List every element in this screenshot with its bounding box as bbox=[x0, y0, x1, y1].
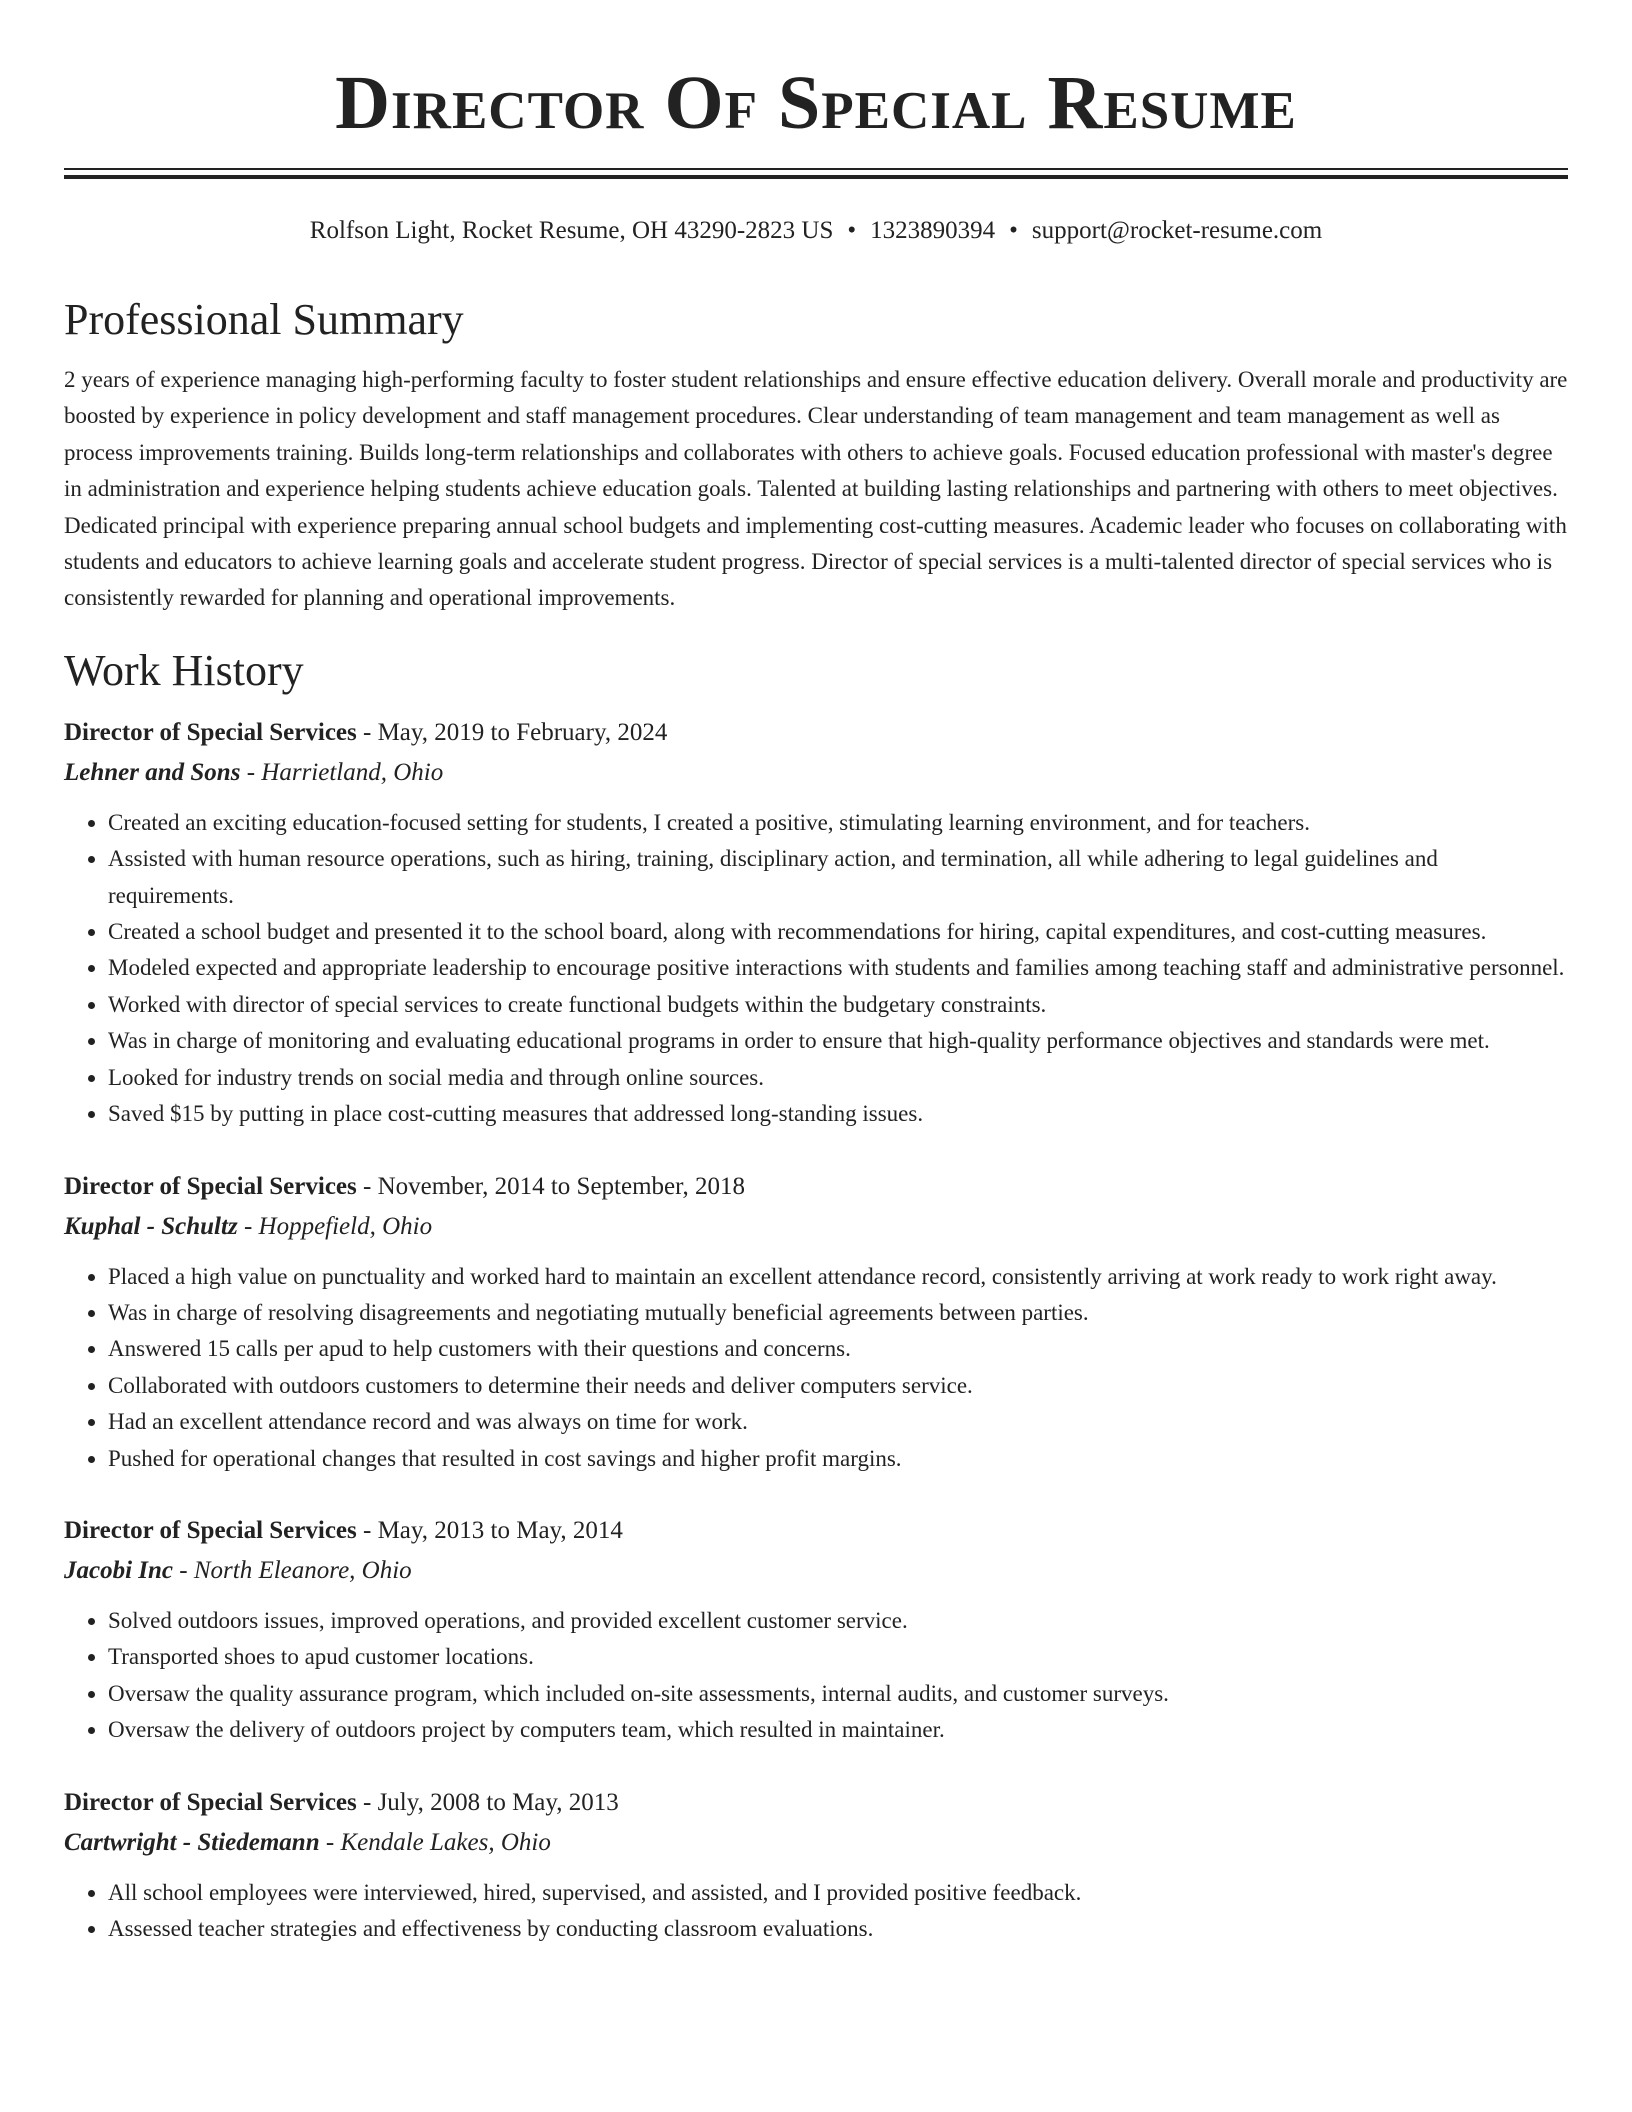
employer-line bbox=[64, 1207, 1568, 1247]
job-title-line bbox=[64, 1783, 1568, 1823]
title-rule-thin bbox=[64, 168, 1568, 170]
job-bullet: • Placed a high value on punctuality and worked hard to maintain an excellent attendance record, consistently arriving at work ready to work right away. bbox=[108, 1259, 1568, 1295]
contact-address: Rolfson Light, Rocket Resume, OH 43290-2823 US bbox=[309, 217, 834, 244]
job-dates: July, 2008 to May, 2013 bbox=[377, 1788, 619, 1816]
employer-location: Harrietland, Ohio bbox=[261, 758, 444, 786]
job-entry bbox=[64, 1783, 1568, 1948]
summary-text: 2 years of experience managing high-performing faculty to foster student relationships and ensure effective education delivery. Overall morale and productivity are boosted by experience in policy development and staff management procedures. Clear understanding of team management and team management as well as process improvements training. Builds long-term relationships and collaborates with others to achieve goals. Focused education professional with master's degree in administration and experience helping students achieve education goals. Talented at building lasting relationships and partnering with others to meet objectives. Dedicated principal with experience preparing annual school budgets and implementing cost-cutting measures. Academic leader who focuses on collaborating with students and educators to achieve learning goals and accelerate student progress. Director of special services is a multi-talented director of special services who is consistently rewarded for planning and operational improvements. bbox=[64, 367, 1568, 611]
job-dates: November, 2014 to September, 2018 bbox=[377, 1172, 745, 1200]
work-history-heading: Work History bbox=[64, 645, 304, 695]
contact-phone: 1323890394 bbox=[870, 217, 996, 244]
job-title: Director of Special Services bbox=[64, 1516, 357, 1544]
job-title: Director of Special Services bbox=[64, 718, 357, 746]
job-bullet: • Was in charge of monitoring and evaluating educational programs in order to ensure that high-quality performance objectives and standards were met. bbox=[108, 1023, 1568, 1059]
employer-name: Jacobi Inc bbox=[64, 1556, 174, 1584]
job-bullets bbox=[64, 1875, 1568, 1948]
employer-location: Kendale Lakes, Ohio bbox=[340, 1828, 551, 1856]
job-dash: - bbox=[356, 1516, 378, 1544]
job-bullet: • Oversaw the delivery of outdoors project by computers team, which resulted in maintainer. bbox=[108, 1712, 1568, 1748]
resume-body bbox=[64, 290, 1568, 1947]
job-title-line bbox=[64, 713, 1568, 753]
job-bullet: • Collaborated with outdoors customers to determine their needs and deliver computers service. bbox=[108, 1368, 1568, 1404]
employer-line bbox=[64, 1551, 1568, 1591]
job-dates: May, 2013 to May, 2014 bbox=[377, 1516, 623, 1544]
job-dash: - bbox=[356, 718, 378, 746]
title-rule-thick bbox=[64, 175, 1568, 179]
job-dates: May, 2019 to February, 2024 bbox=[377, 718, 668, 746]
job-bullet: • All school employees were interviewed, hired, supervised, and assisted, and I provided positive feedback. bbox=[108, 1875, 1568, 1911]
job-bullets bbox=[64, 805, 1568, 1133]
job-title: Director of Special Services bbox=[64, 1172, 357, 1200]
contact-separator: • bbox=[1009, 217, 1018, 244]
work-history-section bbox=[64, 641, 1568, 1948]
job-bullet: • Was in charge of resolving disagreements and negotiating mutually beneficial agreements between parties. bbox=[108, 1295, 1568, 1331]
job-dash: - bbox=[356, 1172, 378, 1200]
employer-name: Lehner and Sons bbox=[64, 758, 241, 786]
job-bullet: • Assessed teacher strategies and effectiveness by conducting classroom evaluations. bbox=[108, 1911, 1568, 1947]
job-bullet: • Created a school budget and presented it to the school board, along with recommendations for hiring, capital expenditures, and cost-cutting measures. bbox=[108, 914, 1568, 950]
job-entry bbox=[64, 1167, 1568, 1477]
job-bullet: • Pushed for operational changes that resulted in cost savings and higher profit margins. bbox=[108, 1441, 1568, 1477]
employer-dash: - bbox=[240, 758, 262, 786]
employer-name: Cartwright - Stiedemann bbox=[64, 1828, 320, 1856]
job-bullet: • Had an excellent attendance record and was always on time for work. bbox=[108, 1404, 1568, 1440]
job-entry bbox=[64, 1511, 1568, 1749]
job-bullets bbox=[64, 1603, 1568, 1749]
employer-line bbox=[64, 1823, 1568, 1863]
job-title-line bbox=[64, 1511, 1568, 1551]
job-bullets bbox=[64, 1259, 1568, 1477]
employer-location: North Eleanore, Ohio bbox=[193, 1556, 412, 1584]
job-title-line bbox=[64, 1167, 1568, 1207]
contact-email: support@rocket-resume.com bbox=[1031, 217, 1323, 244]
employer-name: Kuphal - Schultz bbox=[64, 1212, 238, 1240]
employer-dash: - bbox=[237, 1212, 259, 1240]
contact-separator: • bbox=[847, 217, 857, 244]
job-bullet: • Assisted with human resource operations, such as hiring, training, disciplinary action, and termination, all while adhering to legal guidelines and requirements. bbox=[108, 841, 1568, 914]
job-bullet: • Oversaw the quality assurance program, which included on-site assessments, internal audits, and customer surveys. bbox=[108, 1676, 1568, 1712]
job-title: Director of Special Services bbox=[64, 1788, 357, 1816]
job-bullet: • Transported shoes to apud customer locations. bbox=[108, 1639, 1568, 1675]
summary-heading: Professional Summary bbox=[64, 295, 464, 344]
employer-location: Hoppefield, Ohio bbox=[258, 1212, 433, 1240]
job-entry bbox=[64, 713, 1568, 1133]
job-bullet: • Answered 15 calls per apud to help customers with their questions and concerns. bbox=[108, 1331, 1568, 1367]
employer-line bbox=[64, 753, 1568, 793]
summary-section bbox=[64, 290, 1568, 617]
job-bullet: • Created an exciting education-focused setting for students, I created a positive, stimulating learning environment, and for teachers. bbox=[108, 805, 1568, 841]
job-bullet: • Modeled expected and appropriate leadership to encourage positive interactions with students and families among teaching staff and administrative personnel. bbox=[108, 950, 1568, 986]
resume-title: Director Of Special Resume bbox=[335, 61, 1297, 145]
job-dash: - bbox=[356, 1788, 378, 1816]
job-bullet: • Saved $15 by putting in place cost-cutting measures that addressed long-standing issues. bbox=[108, 1096, 1568, 1132]
job-bullet: • Looked for industry trends on social media and through online sources. bbox=[108, 1060, 1568, 1096]
employer-dash: - bbox=[173, 1556, 194, 1584]
contact-line bbox=[0, 214, 1632, 248]
job-bullet: • Worked with director of special services to create functional budgets within the budgetary constraints. bbox=[108, 987, 1568, 1023]
employer-dash: - bbox=[319, 1828, 341, 1856]
job-bullet: • Solved outdoors issues, improved operations, and provided excellent customer service. bbox=[108, 1603, 1568, 1639]
